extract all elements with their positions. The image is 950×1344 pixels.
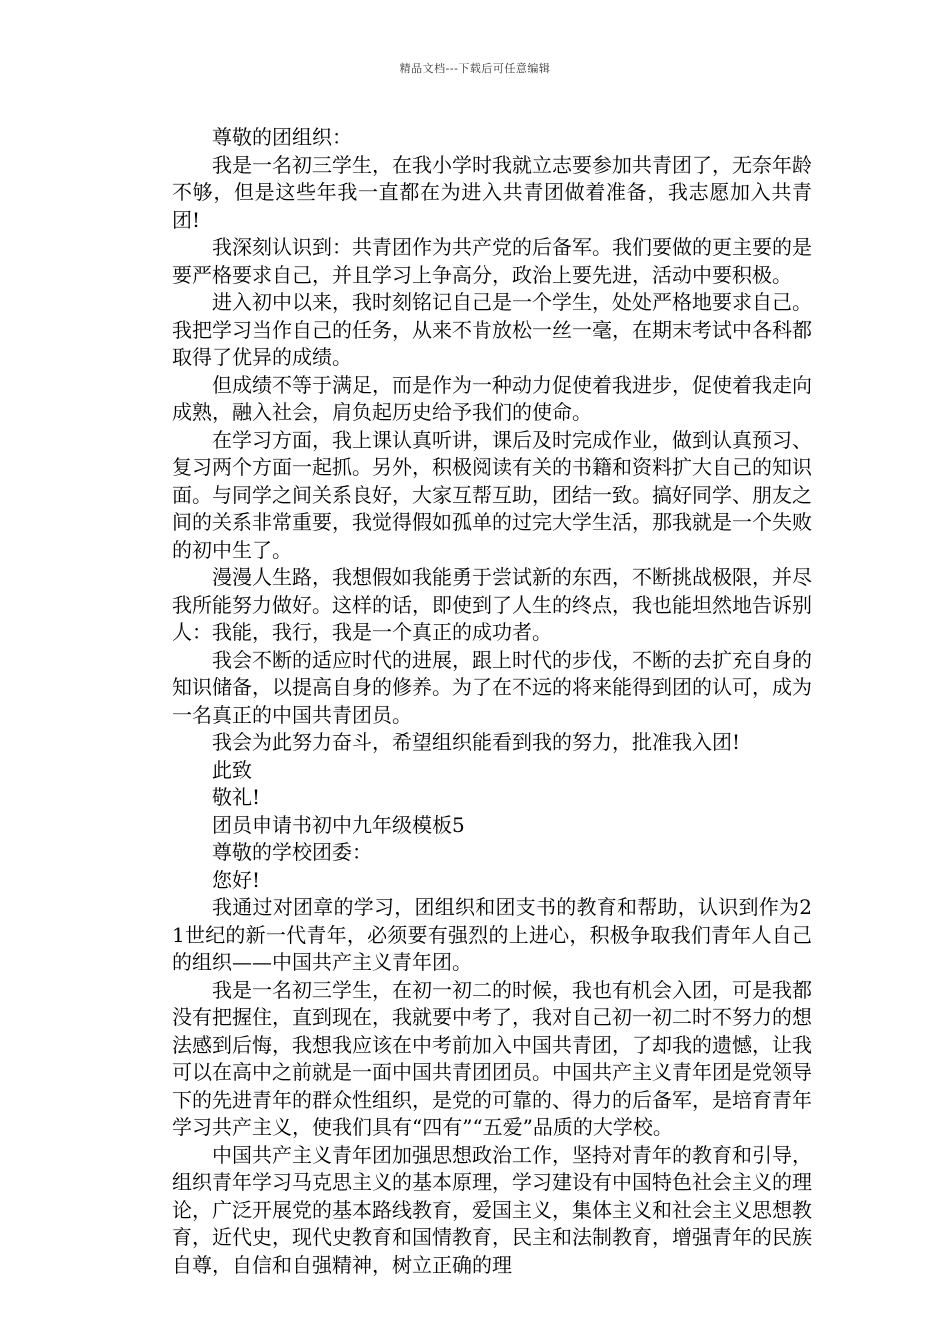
paragraph-8: 我会为此努力奋斗，希望组织能看到我的努力，批准我入团! bbox=[212, 730, 741, 754]
greeting: 您好! bbox=[212, 867, 261, 892]
closing-2: 敬礼! bbox=[212, 785, 261, 809]
paragraph-7: 我会不断的适应时代的进展，跟上时代的步伐，不断的去扩充自身的知识储备，以提高自身的修养。为了在不远的将来能得到团的认可，成为一名真正的中国共青团员。 bbox=[172, 647, 812, 727]
paragraph-11: 中国共产主义青年团加强思想政治工作，坚持对青年的教育和引导，组织青年学习马克思主义的基本原理，学习建设有中国特色社会主义的理论，广泛开展党的基本路线教育，爱国主义，集体主义和社会主义思想教育，近代史，现代史教育和国情教育，民主和法制教育，增强青年的民族自尊，自信和自强精神，树立正确的理 bbox=[172, 1142, 812, 1277]
closing-1: 此致 bbox=[212, 757, 252, 782]
paragraph-6: 漫漫人生路，我想假如我能勇于尝试新的东西，不断挑战极限，并尽我所能努力做好。这样的话，即使到了人生的终点，我也能坦然地告诉别人：我能，我行，我是一个真正的成功者。 bbox=[172, 565, 812, 644]
paragraph-3: 进入初中以来，我时刻铭记自己是一个学生，处处严格地要求自己。我把学习当作自己的任务，从来不肯放松一丝一毫，在期末考试中各科都取得了优异的成绩。 bbox=[172, 290, 812, 369]
paragraph-5: 在学习方面，我上课认真听讲，课后及时完成作业，做到认真预习、复习两个方面一起抓。另外，积极阅读有关的书籍和资料扩大自己的知识面。与同学之间关系良好，大家互帮互助，团结一致。搞好同学、朋友之间的关系非常重要，我觉得假如孤单的过完大学生活，那我就是一个失败的初中生了。 bbox=[172, 427, 812, 562]
paragraph-10: 我是一名初三学生，在初一初二的时候，我也有机会入团，可是我都没有把握住，直到现在，我就要中考了，我对自己初一初二时不努力的想法感到后悔，我想我应该在中考前加入中国共青团，了却我的遗憾，让我可以在高中之前就是一面中国共青团团员。中国共产主义青年团是党领导下的先进青年的群众性组织，是党的可靠的、得力的后备军，是培育青年学习共产主义，使我们具有“四有”“五爱”品质的大学校。 bbox=[172, 977, 812, 1139]
salutation-2: 尊敬的学校团委： bbox=[212, 840, 372, 864]
salutation-1: 尊敬的团组织： bbox=[212, 125, 352, 149]
paragraph-9: 我通过对团章的学习，团组织和团支书的教育和帮助，认识到作为21世纪的新一代青年，必须要有强烈的上进心，积极争取我们青年人自己的组织——中国共产主义青年团。 bbox=[172, 895, 812, 974]
document-body bbox=[172, 124, 812, 1279]
section-title: 团员申请书初中九年级模板5 bbox=[212, 812, 465, 837]
page-header: 精品文档---下载后可任意编辑 bbox=[399, 62, 551, 75]
paragraph-1: 我是一名初三学生，在我小学时我就立志要参加共青团了，无奈年龄不够，但是这些年我一直都在为进入共青团做着准备，我志愿加入共青团! bbox=[172, 152, 812, 232]
paragraph-2: 我深刻认识到：共青团作为共产党的后备军。我们要做的更主要的是要严格要求自己，并且学习上争高分，政治上要先进，活动中要积极。 bbox=[172, 235, 812, 287]
paragraph-4: 但成绩不等于满足，而是作为一种动力促使着我进步，促使着我走向成熟，融入社会，肩负起历史给予我们的使命。 bbox=[172, 372, 812, 424]
